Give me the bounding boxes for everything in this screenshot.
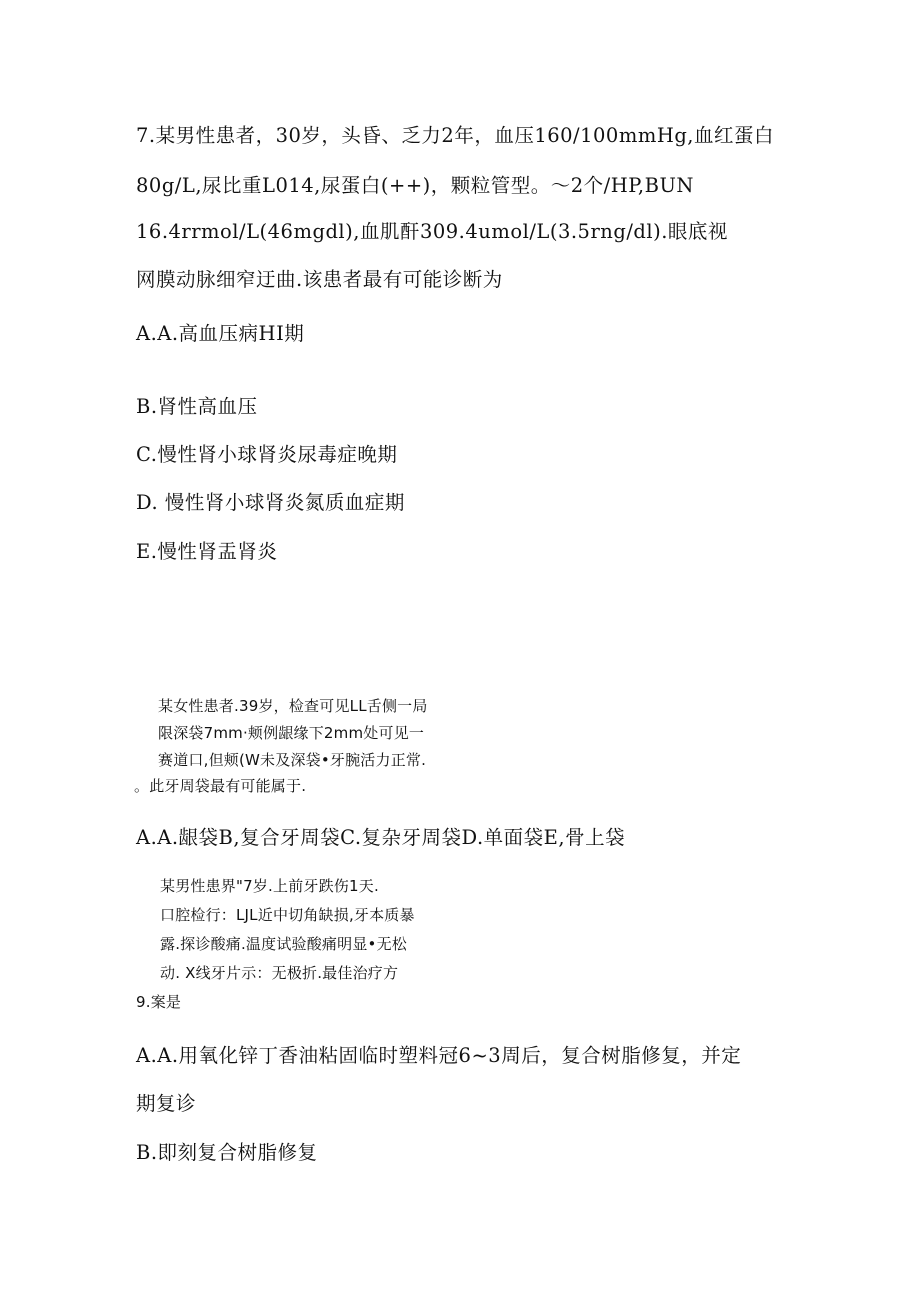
q9-option-b: B.即刻复合树脂修复 (136, 1141, 318, 1164)
q8-stem-line-4: 。此牙周袋最有可能属于. (134, 777, 307, 795)
q9-stem-line-3: 露.探诊酸痛.温度试验酸痛明显•无松 (160, 935, 407, 953)
q8-options: A.A.龈袋B,复合牙周袋C.复杂牙周袋D.单面袋E,骨上袋 (136, 826, 626, 849)
q7-option-a: A.A.高血压病HI期 (136, 322, 305, 345)
q7-stem-line-4: 网膜动脉细窄迂曲.该患者最有可能诊断为 (136, 268, 503, 291)
q9-stem-line-5: 9.案是 (136, 993, 182, 1011)
q8-stem-line-1: 某女性患者.39岁，检查可见LL舌侧一局 (158, 697, 428, 715)
q7-option-b: B.肾性高血压 (136, 395, 258, 418)
q7-stem-line-2: 80g/L,尿比重L014,尿蛋白(++)，颗粒管型。～2个/HP,BUN (136, 174, 694, 197)
q8-stem-line-3: 赛道口,但颊(W未及深袋•牙腕活力正常. (158, 751, 427, 769)
q7-option-e: E.慢性肾盂肾炎 (136, 540, 278, 563)
q9-option-a: A.A.用氧化锌丁香油粘固临时塑料冠6~3周后，复合树脂修复，并定 (136, 1044, 742, 1067)
q7-option-d: D. 慢性肾小球肾炎氮质血症期 (136, 491, 405, 514)
q7-option-c: C.慢性肾小球肾炎尿毒症晚期 (136, 443, 398, 466)
q9-stem-line-1: 某男性患界"7岁.上前牙跌伤1天. (160, 877, 379, 895)
q9-stem-line-2: 口腔检行：LJL近中切角缺损,牙本质暴 (160, 906, 415, 924)
q9-stem-line-4: 动. X线牙片示：无极折.最佳治疗方 (160, 964, 399, 982)
q7-stem-line-1: 7.某男性患者，30岁，头昏、乏力2年，血压160/100mmHg,血红蛋白 (136, 124, 775, 147)
q8-stem-line-2: 限深袋7mm·颊例龈缘下2mm处可见一 (158, 724, 425, 742)
q9-option-a-continued: 期复诊 (136, 1092, 197, 1115)
q7-stem-line-3: 16.4rrmol/L(46mgdl),血肌酐309.4umol/L(3.5rng/dl).眼底视 (136, 220, 728, 243)
